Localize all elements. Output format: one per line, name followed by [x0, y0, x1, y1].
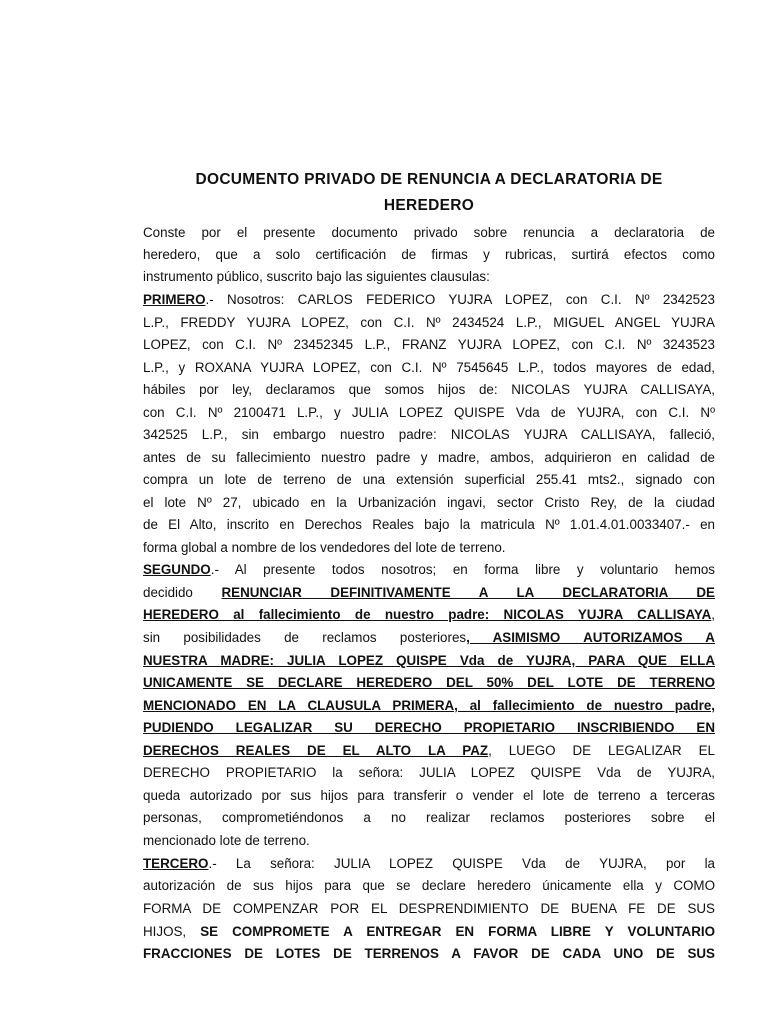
body-line: [143, 291, 715, 308]
text-run: mencionado lote de terreno.: [143, 833, 310, 848]
text-run: PUDIENDO LEGALIZAR SU DERECHO PROPIETARIO INSCRIBIENDO EN: [143, 720, 715, 735]
text-run: , ASIMISMO AUTORIZAMOS A: [466, 630, 715, 645]
body-line: [143, 697, 715, 714]
text-run: el lote Nº 27, ubicado en la Urbanización ingavi, sector Cristo Rey, de la ciudad: [143, 495, 715, 510]
text-run: NUESTRA MADRE: JULIA LOPEZ QUISPE Vda de YUJRA, PARA QUE ELLA: [143, 653, 715, 668]
text-run: UNICAMENTE SE DECLARE HEREDERO DEL 50% DEL LOTE DE TERRENO: [143, 675, 715, 690]
text-run: ,: [711, 607, 715, 622]
body-line: [143, 381, 715, 398]
text-run: con C.I. Nº 2100471 L.P., y JULIA LOPEZ QUISPE Vda de YUJRA, con C.I. Nº: [143, 405, 715, 420]
text-run: antes de su fallecimiento nuestro padre y madre, ambos, adquirieron en calidad de: [143, 450, 715, 465]
text-run: .- Nosotros: CARLOS FEDERICO YUJRA LOPEZ, con C.I. Nº 2342523: [205, 292, 715, 307]
body-line: [143, 224, 715, 241]
body-line: [143, 719, 715, 736]
body-line: [143, 516, 715, 533]
body-line: [143, 539, 715, 556]
text-run: FORMA DE COMPENZAR POR EL DESPRENDIMIENTO DE BUENA FE DE SUS: [143, 901, 715, 916]
body-line: [143, 674, 715, 691]
body-line: [143, 832, 715, 849]
body-line: [143, 314, 715, 331]
document-title: [143, 167, 715, 219]
body-line: [143, 584, 715, 601]
body-line: [143, 449, 715, 466]
text-run: SE COMPROMETE A ENTREGAR EN FORMA LIBRE Y VOLUNTARIO: [200, 924, 715, 939]
text-run: .- Al presente todos nosotros; en forma libre y voluntario hemos: [210, 562, 715, 577]
body-line: [143, 764, 715, 781]
text-run: queda autorizado por sus hijos para transferir o vender el lote de terreno a terceras: [143, 788, 715, 803]
body-line: [143, 268, 715, 285]
body-line: [143, 359, 715, 376]
text-run: PRIMERO: [143, 292, 206, 307]
text-run: autorización de sus hijos para que se declare heredero únicamente ella y COMO: [143, 878, 715, 893]
body-line: [143, 246, 715, 263]
body-line: [143, 900, 715, 917]
text-run: decidido: [143, 585, 222, 600]
text-run: heredero, que a solo certificación de firmas y rubricas, surtirá efectos como: [143, 247, 715, 262]
body-line: [143, 561, 715, 578]
body-line: [143, 742, 715, 759]
text-run: .- La señora: JULIA LOPEZ QUISPE Vda de YUJRA, por la: [208, 856, 715, 871]
text-run: RENUNCIAR DEFINITIVAMENTE A LA DECLARATORIA DE: [221, 585, 715, 600]
text-run: Conste por el presente documento privado sobre renuncia a declaratoria de: [143, 225, 715, 240]
body-line: [143, 855, 715, 872]
text-run: DERECHOS REALES DE EL ALTO LA PAZ: [143, 743, 489, 758]
text-run: hábiles por ley, declaramos que somos hijos de: NICOLAS YUJRA CALLISAYA,: [143, 382, 715, 397]
text-run: FRACCIONES DE LOTES DE TERRENOS A FAVOR DE CADA UNO DE SUS: [143, 946, 715, 961]
text-run: MENCIONADO EN LA CLAUSULA PRIMERA, al fallecimiento de nuestro padre,: [143, 698, 715, 713]
body-line: [143, 426, 715, 443]
body-line: [143, 945, 715, 962]
text-run: L.P., y ROXANA YUJRA LOPEZ, con C.I. Nº 7545645 L.P., todos mayores de edad,: [143, 360, 715, 375]
text-run: de El Alto, inscrito en Derechos Reales bajo la matricula Nº 1.01.4.01.0033407.- en: [143, 517, 715, 532]
body-line: [143, 787, 715, 804]
body-line: [143, 652, 715, 669]
body-line: [143, 494, 715, 511]
body-line: [143, 877, 715, 894]
text-run: compra un lote de terreno de una extensión superficial 255.41 mts2., signado con: [143, 472, 715, 487]
text-run: HIJOS,: [143, 924, 201, 939]
text-run: TERCERO: [143, 856, 209, 871]
text-run: sin posibilidades de reclamos posteriores: [143, 630, 467, 645]
body-line: [143, 923, 715, 940]
title-line-2: HEREDERO: [383, 197, 475, 214]
title-line-1: DOCUMENTO PRIVADO DE RENUNCIA A DECLARATORIA DE: [195, 171, 663, 188]
body-line: [143, 809, 715, 826]
text-run: LOPEZ, con C.I. Nº 23452345 L.P., FRANZ YUJRA LOPEZ, con C.I. Nº 3243523: [143, 337, 715, 352]
text-run: L.P., FREDDY YUJRA LOPEZ, con C.I. Nº 2434524 L.P., MIGUEL ANGEL YUJRA: [143, 315, 715, 330]
text-run: 342525 L.P., sin embargo nuestro padre: NICOLAS YUJRA CALLISAYA, falleció,: [143, 427, 715, 442]
text-run: instrumento público, suscrito bajo las siguientes clausulas:: [143, 269, 490, 284]
text-run: personas, comprometiéndonos a no realizar reclamos posteriores sobre el: [143, 810, 715, 825]
body-line: [143, 629, 715, 646]
text-run: HEREDERO al fallecimiento de nuestro padre: NICOLAS YUJRA CALLISAYA: [143, 607, 712, 622]
text-run: DERECHO PROPIETARIO la señora: JULIA LOPEZ QUISPE Vda de YUJRA,: [143, 765, 715, 780]
text-run: , LUEGO DE LEGALIZAR EL: [488, 743, 715, 758]
body-line: [143, 404, 715, 421]
body-line: [143, 336, 715, 353]
body-line: [143, 471, 715, 488]
text-run: forma global a nombre de los vendedores del lote de terreno.: [143, 540, 506, 555]
text-run: SEGUNDO: [143, 562, 211, 577]
body-line: [143, 606, 715, 623]
